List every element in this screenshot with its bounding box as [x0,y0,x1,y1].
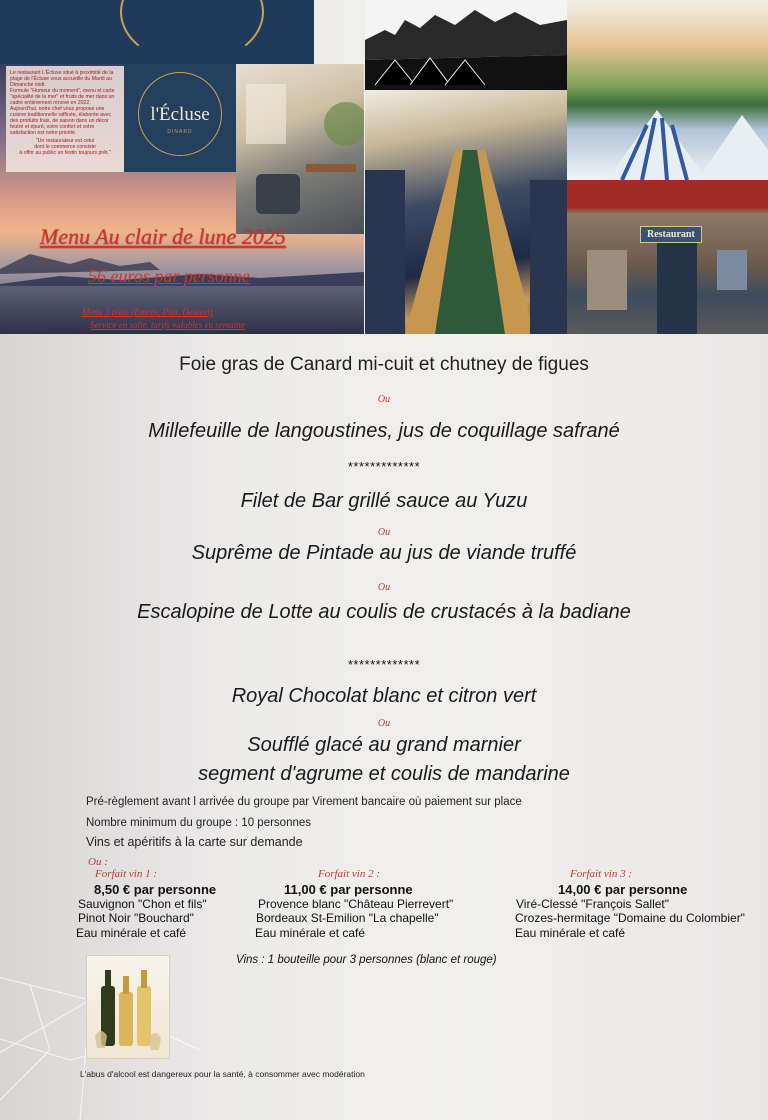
intro-quote: "Un restaurateur est celui dont le commerce consiste à offrir au public un festin toujours prêt." [19,138,111,156]
or-separator: Ou [377,394,391,405]
drinks-info: Vins et apéritifs à la carte sur demande [86,835,303,849]
beach-painting [567,0,768,180]
dinard-sketch [365,0,567,90]
decorative-arc [120,0,264,64]
menu-price: 56 euros par personne [88,266,250,286]
package-1-wine: Sauvignon "Chon et fils" [78,897,207,911]
dessert-2-line1: Soufflé glacé au grand marnier [247,734,521,756]
dessert-1: Royal Chocolat blanc et citron vert [231,685,537,707]
minimum-group-info: Nombre minimum du groupe : 10 personnes [86,817,312,829]
logo-name: l'Écluse [150,104,210,125]
package-3-title: Forfait vin 3 : [570,868,633,880]
logo-subtitle: DINARD [167,129,193,135]
intro-textbox [6,66,124,172]
payment-info: Pré-règlement avant l arrivée du groupe par Virement bancaire où paiement sur place [86,796,522,808]
package-2-title: Forfait vin 2 : [318,868,381,880]
package-2-price: 11,00 € par personne [284,882,413,897]
course-separator: ************* [347,657,421,672]
main-3: Escalopine de Lotte au coulis de crustacés à la badiane [137,601,631,623]
intro-text: Le restaurant L'Écluse situé à proximité de la plage de l'Écluse vous accueille du Mardi au Dimanche midi. Formule "Humeur du moment", menu et carte "spécialité de la mer" et fruits de mer dans un cadre entièrement rénové en 2022. Aujourd'hui, notre chef vous propose une cuisine traditionnelle raffinée, élaborée avec des produits frais, de saison dans un décor feutré et épuré, votre confort et votre satisfaction est notre priorité. [10,70,115,136]
wine-quantity-note: Vins : 1 bouteille pour 3 personnes (blanc et rouge) [236,954,497,966]
or-separator: Ou [377,582,391,593]
package-3-extras: Eau minérale et café [515,926,626,940]
starter-2: Millefeuille de langoustines, jus de coquillage safrané [148,420,620,442]
or-separator: Ou [377,527,391,538]
or-separator: Ou [377,718,391,729]
long-table-photo [365,90,567,334]
dining-room-photo [236,64,364,234]
dinard-skyline-drawing [365,0,567,90]
dinard-label: DINARD [544,80,568,86]
facade-illustration [567,180,768,334]
header-navy-panel [0,0,314,64]
package-1-price: 8,50 € par personne [94,882,217,897]
packages-or-label: Ou : [88,856,108,868]
wine-bottles-illustration [86,955,170,1059]
package-3-wine: Viré-Clessé "François Sallet" [516,897,670,911]
main-2: Suprême de Pintade au jus de viande truffé [191,542,577,564]
starter-1: Foie gras de Canard mi-cuit et chutney de figues [179,354,589,375]
package-2-extras: Eau minérale et café [255,926,366,940]
package-1-wine: Pinot Noir "Bouchard" [78,911,194,925]
table-illustration [365,90,567,334]
package-3-price: 14,00 € par personne [558,882,688,897]
package-2-wine: Bordeaux St-Emilion "La chapelle" [256,911,439,925]
menu-note: Service en salle, tarifs valables en semaine [90,320,245,330]
wine-bottles-drawing [87,956,169,1058]
course-separator: ************* [347,459,421,474]
dining-room-illustration [236,64,364,234]
restaurant-facade-photo [567,180,768,334]
dessert-2-line2: segment d'agrume et coulis de mandarine [198,763,570,785]
package-3-wine: Crozes-hermitage "Domaine du Colombier" [515,911,745,925]
package-1-extras: Eau minérale et café [76,926,187,940]
beach-tents-illustration [567,0,768,180]
package-2-wine: Provence blanc "Château Pierrevert" [258,897,454,911]
menu-title: Menu Au clair de lune 2025 [40,224,286,249]
restaurant-sign: Restaurant [640,226,702,243]
restaurant-logo [124,64,236,172]
menu-note: Menu 3 plats (Entrée, Plat, Dessert) [82,307,213,317]
alcohol-disclaimer: L'abus d'alcool est dangereux pour la santé, à consommer avec modération [80,1069,365,1079]
package-1-title: Forfait vin 1 : [95,868,158,880]
main-1: Filet de Bar grillé sauce au Yuzu [240,490,528,512]
